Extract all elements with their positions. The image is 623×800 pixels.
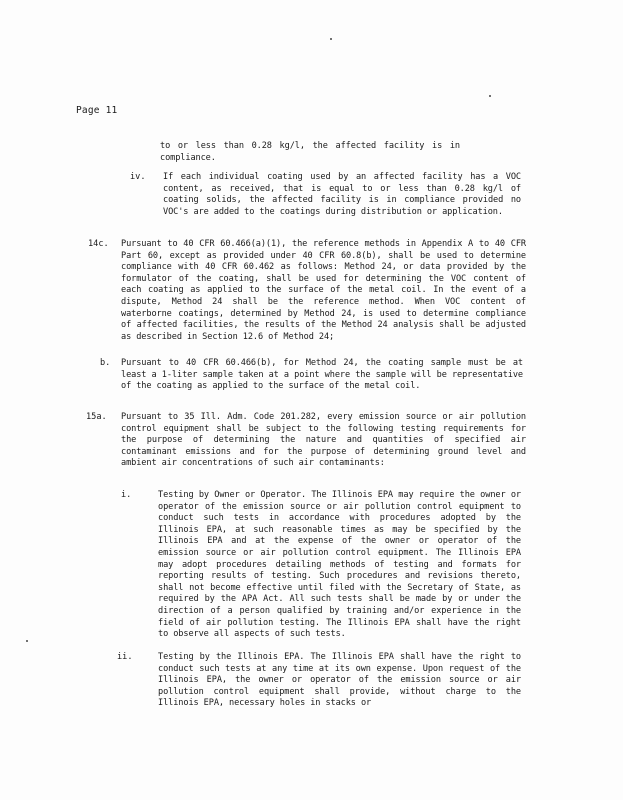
item-14c-label: 14c. [88, 239, 109, 249]
item-b-paragraph: Pursuant to 40 CFR 60.466(b), for Method 24, the coating sample must be at least a 1-liter sample taken at a point where the sample will be representative of the coating as applied to the surface of the metal coil. [121, 358, 523, 392]
item-b-label: b. [100, 358, 111, 368]
scan-speck [330, 38, 332, 40]
item-iv-paragraph: If each individual coating used by an affected facility has a VOC content, as received, that is equal to or less than 0.28 kg/l of coating solids, the affected facility is in compliance provided no VOC's are added to the coatings during distribution or application. [163, 172, 521, 217]
item-15a-label: 15a. [86, 412, 107, 422]
item-15a-paragraph: Pursuant to 35 Ill. Adm. Code 201.282, every emission source or air pollution control equipment shall be subject to the following testing requirements for the purpose of determining the nature and quantities of specified air contaminant emissions and for the purpose of determining ground level and ambient air concentrations of such air contaminants: [121, 412, 526, 469]
item-14c-paragraph: Pursuant to 40 CFR 60.466(a)(1), the reference methods in Appendix A to 40 CFR Part 60, except as provided under 40 CFR 60.8(b), shall be used to determine compliance with 40 CFR 60.462 as follows: Method 24, or data provided by the formulator of the coating, shall be used for determining the VOC content of each coating as applied to the surface of the metal coil. In the event of a dispute, Method 24 shall be the reference method. When VOC content of waterborne coatings, determined by Method 24, is used to determine compliance of affected facilities, the results of the Method 24 analysis shall be adjusted as described in Section 12.6 of Method 24; [121, 239, 526, 342]
scan-speck [26, 640, 28, 642]
item-ii-label: ii. [117, 652, 133, 662]
continuation-paragraph: to or less than 0.28 kg/l, the affected facility is in compliance. [160, 141, 460, 163]
item-i-label: i. [121, 490, 132, 500]
item-iv-label: iv. [130, 172, 146, 182]
scan-speck [489, 95, 491, 97]
page-number: Page 11 [76, 105, 118, 116]
item-ii-paragraph: Testing by the Illinois EPA. The Illinois EPA shall have the right to conduct such tests at any time at its own expense. Upon request of the Illinois EPA, the owner or operator of the emission source or air pollution control equipment shall provide, without charge to the Illinois EPA, necessary holes in stacks or [158, 652, 521, 709]
item-i-paragraph: Testing by Owner or Operator. The Illinois EPA may require the owner or operator of the emission source or air pollution control equipment to conduct such tests in accordance with procedures adopted by the Illinois EPA, at such reasonable times as may be specified by the Illinois EPA and at the expense of the owner or operator of the emission source or air pollution control equipment. The Illinois EPA may adopt procedures detailing methods of testing and formats for reporting results of testing. Such procedures and revisions thereto, shall not become effective until filed with the Secretary of State, as required by the APA Act. All such tests shall be made by or under the direction of a person qualified by training and/or experience in the field of air pollution testing. The Illinois EPA shall have the right to observe all aspects of such tests. [158, 490, 521, 640]
